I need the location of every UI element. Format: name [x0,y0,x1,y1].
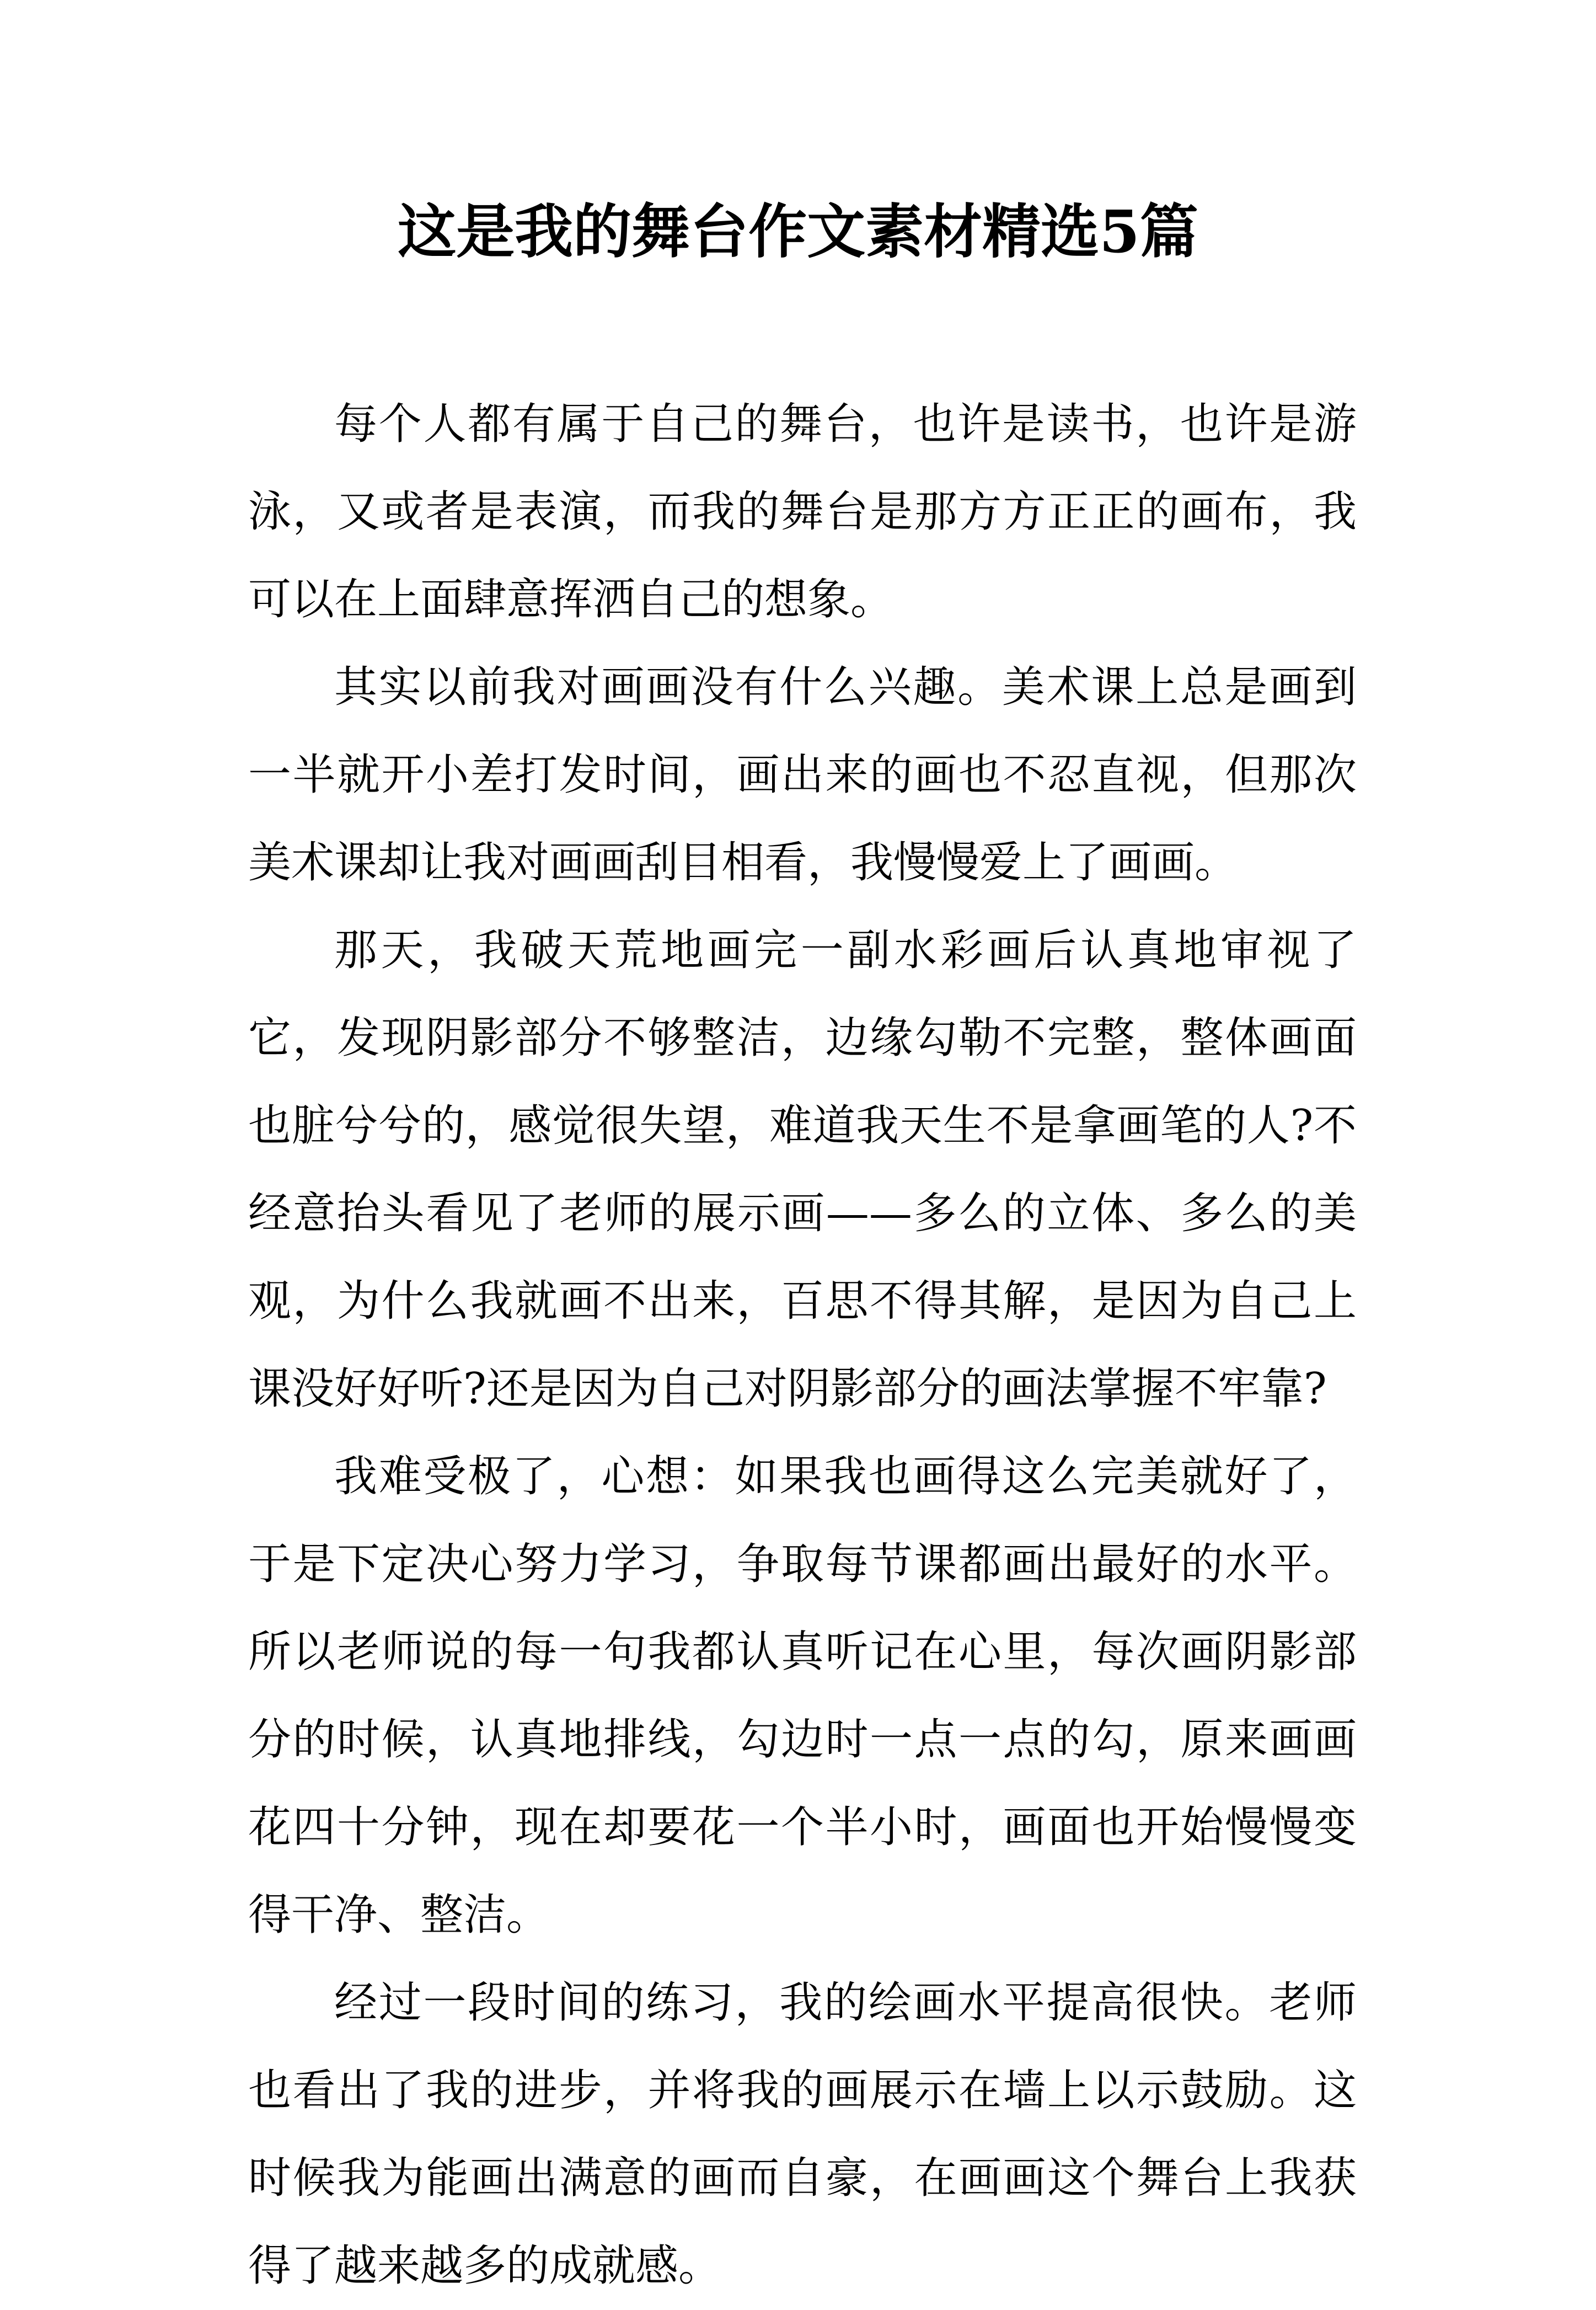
paragraph: 那天，我破天荒地画完一副水彩画后认真地审视了它，发现阴影部分不够整洁，边缘勾勒不完整，整体画面也脏兮兮的，感觉很失望，难道我天生不是拿画笔的人?不经意抬头看见了老师的展示画——多么的立体、多么的美观，为什么我就画不出来，百思不得其解，是因为自己上课没好好听?还是因为自己对阴影部分的画法掌握不牢靠? [248,926,1357,1414]
document-body [248,381,1357,2310]
paragraph: 经过一段时间的练习，我的绘画水平提高很快。老师也看出了我的进步，并将我的画展示在墙上以示鼓励。这时候我为能画出满意的画而自豪，在画画这个舞台上我获得了越来越多的成就感。 [248,1978,1357,2291]
document-title: 这是我的舞台作文素材精选5篇 [398,197,1198,266]
paragraph: 我难受极了，心想：如果我也画得这么完美就好了，于是下定决心努力学习，争取每节课都画出最好的水平。所以老师说的每一句我都认真听记在心里，每次画阴影部分的时候，认真地排线，勾边时一点一点的勾，原来画画花四十分钟，现在却要花一个半小时，画面也开始慢慢变得干净、整洁。 [248,1452,1357,1940]
paragraph: 其实以前我对画画没有什么兴趣。美术课上总是画到一半就开小差打发时间，画出来的画也不忍直视，但那次美术课却让我对画画刮目相看，我慢慢爱上了画画。 [248,662,1357,887]
paragraph: 每个人都有属于自己的舞台，也许是读书，也许是游泳，又或者是表演，而我的舞台是那方方正正的画布，我可以在上面肆意挥洒自己的想象。 [248,399,1357,624]
